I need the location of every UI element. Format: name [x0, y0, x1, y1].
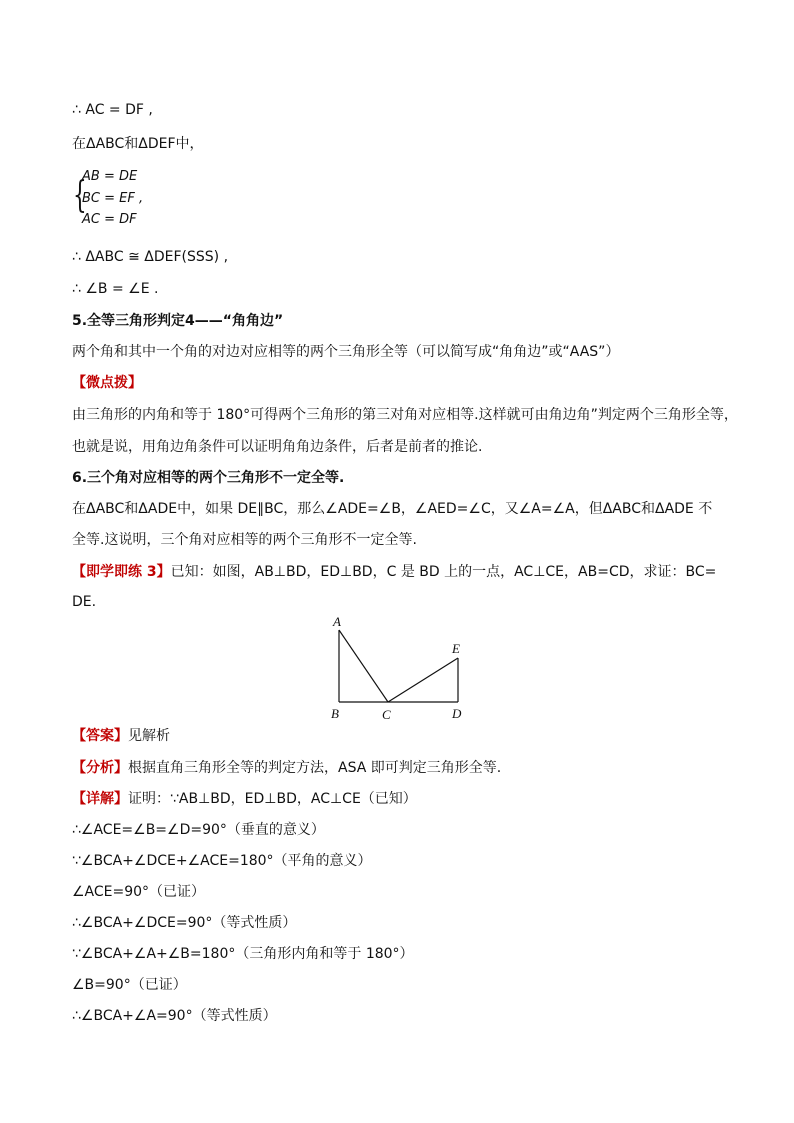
paragraph: 由三角形的内角和等于 180°可得两个三角形的第三对角对应相等.这样就可由角边角”判定两个三角形全等， — [72, 407, 738, 423]
detail-line — [72, 789, 417, 809]
equation-line: BC = EF , — [82, 191, 144, 206]
label-c: C — [382, 707, 391, 722]
paragraph: 也就是说，用角边角条件可以证明角角边条件，后者是前者的推论. — [72, 439, 483, 455]
equation-line: AC = DF — [82, 212, 137, 227]
label-e: E — [452, 641, 460, 656]
analysis-line — [72, 758, 501, 778]
answer-line — [72, 726, 170, 746]
segment-ac — [339, 630, 388, 702]
answer-text: 见解析 — [128, 728, 170, 744]
brace: { — [73, 175, 87, 216]
paragraph: 全等.这说明，三个角对应相等的两个三角形不一定全等. — [72, 532, 417, 548]
label-a: A — [333, 614, 341, 629]
segment-ce — [388, 658, 458, 702]
proof-step: ∵∠BCA+∠DCE+∠ACE=180°（平角的意义） — [72, 853, 372, 869]
text-line: 在ΔABC和ΔDEF中， — [72, 136, 204, 152]
proof-step: ∠ACE=90°（已证） — [72, 884, 206, 900]
paragraph: 两个角和其中一个角的对边对应相等的两个三角形全等（可以简写成“角角边”或“AAS”） — [72, 344, 620, 360]
label-d: D — [452, 706, 462, 721]
answer-label: 【答案】 — [72, 728, 128, 744]
detail-label: 【详解】 — [72, 791, 128, 807]
geometry-figure — [326, 612, 476, 724]
exercise-label: 【即学即练 3】 — [72, 564, 171, 580]
text-line: ∴ ΔABC ≅ ΔDEF(SSS) , — [72, 249, 229, 265]
proof-step: ∴∠BCA+∠DCE=90°（等式性质） — [72, 915, 297, 931]
equation-line: AB = DE — [82, 169, 138, 184]
detail-text: 证明：∵AB⊥BD，ED⊥BD，AC⊥CE（已知） — [128, 791, 417, 807]
analysis-text: 根据直角三角形全等的判定方法，ASA 即可判定三角形全等. — [128, 760, 502, 776]
proof-step: ∴∠BCA+∠A=90°（等式性质） — [72, 1008, 277, 1024]
tip-label: 【微点拨】 — [72, 375, 142, 391]
paragraph: 在ΔABC和ΔADE中，如果 DE∥BC，那么∠ADE=∠B，∠AED=∠C，又∠A=∠A，但ΔABC和ΔADE 不 — [72, 501, 713, 517]
exercise-text: 已知：如图，AB⊥BD，ED⊥BD，C 是 BD 上的一点，AC⊥CE，AB=CD，求证：BC= — [170, 564, 717, 580]
exercise-line — [72, 562, 716, 582]
analysis-label: 【分析】 — [72, 760, 128, 776]
text-line: ∴ ∠B = ∠E . — [72, 281, 159, 297]
exercise-text: DE. — [72, 594, 97, 610]
section-heading: 6.三个角对应相等的两个三角形不一定全等. — [72, 470, 345, 486]
text-line: ∴ AC = DF , — [72, 102, 153, 118]
proof-step: ∴∠ACE=∠B=∠D=90°（垂直的意义） — [72, 822, 325, 838]
proof-step: ∠B=90°（已证） — [72, 977, 187, 993]
section-heading: 5.全等三角形判定4——“角角边” — [72, 313, 284, 329]
proof-step: ∵∠BCA+∠A+∠B=180°（三角形内角和等于 180°） — [72, 946, 414, 962]
label-b: B — [331, 706, 339, 721]
